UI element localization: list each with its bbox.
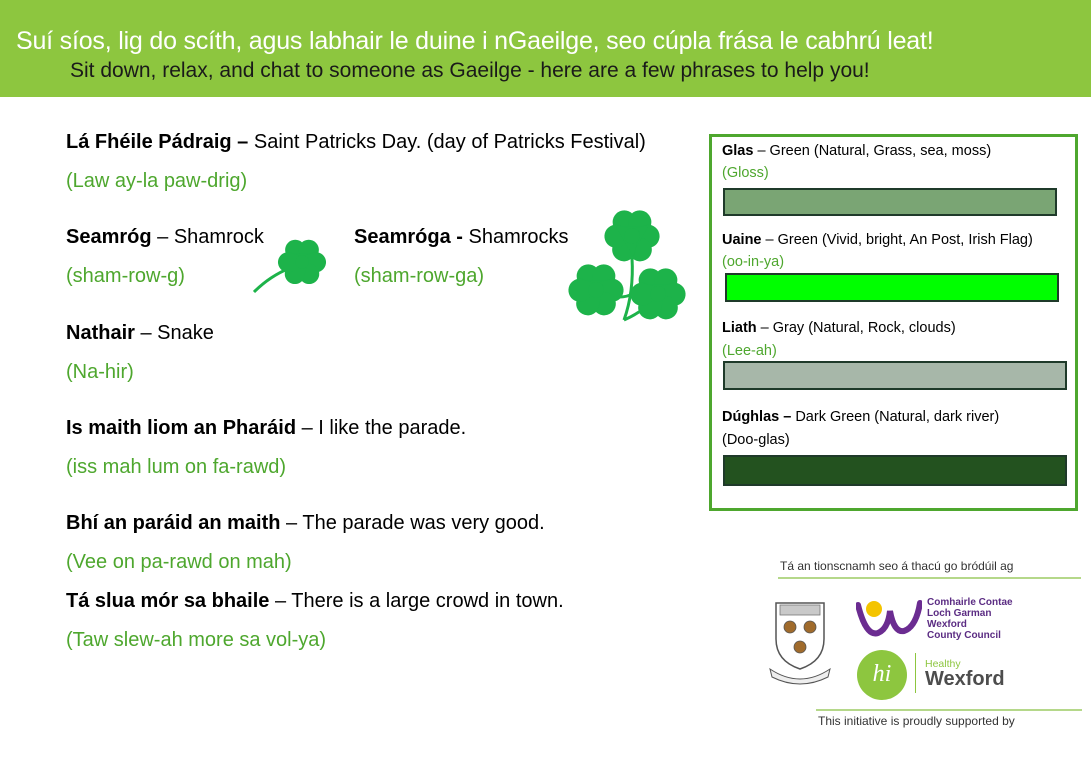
phrase-english: – The parade was very good.: [280, 512, 545, 534]
phrase-pronunciation: (Taw slew-ah more sa vol-ya): [66, 629, 327, 651]
council-line: Comhairle Contae: [927, 597, 1013, 608]
shamrock-icon: [250, 232, 332, 298]
phrase-pronunciation: (iss mah lum on fa-rawd): [66, 456, 287, 478]
colour-glas-title: [722, 143, 991, 159]
phrase-pronunciation: (sham-row-ga): [354, 265, 485, 287]
support-logos-block: [770, 553, 1082, 733]
banner-english-text: Sit down, relax, and chat to someone as Gaeilge - here are a few phrases to help you!: [70, 59, 870, 82]
wexford-crest-logo: [764, 599, 836, 685]
phrase-snake: [66, 322, 214, 345]
colour-dughlas-title: [722, 409, 999, 425]
hi-logo-text: hi: [872, 661, 892, 687]
colour-english: – Green (Vivid, bright, An Post, Irish Flag): [761, 232, 1033, 248]
phrase-parade-good: [66, 512, 545, 535]
phrase-shamrocks: [354, 226, 569, 249]
header-banner: [0, 0, 1091, 97]
colour-irish: Glas: [722, 143, 754, 159]
phrase-shamrock: [66, 226, 264, 249]
colour-swatch-glas: [723, 188, 1057, 216]
logo-divider: [915, 653, 916, 693]
phrase-english: – There is a large crowd in town.: [269, 590, 564, 612]
colour-liath-title: [722, 320, 956, 336]
phrase-english: – I like the parade.: [296, 417, 467, 439]
phrase-irish: Lá Fhéile Pádraig –: [66, 131, 249, 153]
colour-irish: Uaine: [722, 232, 762, 248]
colour-irish: Liath: [722, 320, 757, 336]
colour-english: – Green (Natural, Grass, sea, moss): [753, 143, 992, 159]
colour-english: Dark Green (Natural, dark river): [791, 409, 1000, 425]
council-line: County Council: [927, 630, 1001, 641]
colour-pronunciation: (oo-in-ya): [722, 254, 785, 270]
healthy-ireland-logo: [856, 649, 910, 701]
council-name: [927, 597, 1013, 641]
council-line: Wexford: [927, 619, 967, 630]
healthy-label: Healthy: [925, 658, 961, 670]
phrase-pronunciation: (Vee on pa-rawd on mah): [66, 551, 292, 573]
phrase-large-crowd: [66, 590, 564, 613]
phrase-irish: Tá slua mór sa bhaile: [66, 590, 270, 612]
colour-pronunciation: (Gloss): [722, 165, 769, 181]
colours-panel: [709, 134, 1078, 511]
phrase-irish: Is maith liom an Pharáid: [66, 417, 297, 439]
colour-swatch-liath: [723, 361, 1067, 390]
phrase-irish: Seamróga -: [354, 226, 463, 248]
wexford-label: Wexford: [925, 668, 1005, 690]
phrase-pronunciation: (Na-hir): [66, 361, 134, 383]
phrase-english: – Shamrock: [151, 226, 264, 248]
phrase-pronunciation: (sham-row-g): [66, 265, 185, 287]
divider: [816, 709, 1082, 711]
support-text-irish: Tá an tionscnamh seo á thacú go bródúil ag: [780, 559, 1014, 573]
council-line: Loch Garman: [927, 608, 992, 619]
colour-pronunciation: (Lee-ah): [722, 343, 777, 359]
wexford-county-council-logo: [856, 597, 922, 639]
banner-irish-text: Suí síos, lig do scíth, agus labhair le duine i nGaeilge, seo cúpla frása le cabhrú leat!: [16, 27, 934, 55]
shamrocks-icon: [562, 202, 694, 338]
phrase-english: – Snake: [134, 322, 214, 344]
phrase-english: Shamrocks: [462, 226, 569, 248]
divider: [778, 577, 1081, 579]
colour-pronunciation: (Doo-glas): [722, 432, 790, 448]
phrase-english: Saint Patricks Day. (day of Patricks Festival): [248, 131, 646, 153]
colour-swatch-uaine: [725, 273, 1059, 302]
colour-uaine-title: [722, 232, 1033, 248]
support-text-english: This initiative is proudly supported by: [818, 714, 1015, 728]
phrase-irish: Nathair: [66, 322, 135, 344]
colour-swatch-dughlas: [723, 455, 1067, 486]
colour-english: – Gray (Natural, Rock, clouds): [756, 320, 956, 336]
colour-irish: Dúghlas –: [722, 409, 792, 425]
phrase-pronunciation: (Law ay-la paw-drig): [66, 170, 248, 192]
phrase-irish: Bhí an paráid an maith: [66, 512, 281, 534]
phrase-i-like-parade: [66, 417, 466, 440]
phrase-st-patricks-day: [66, 131, 646, 154]
phrase-irish: Seamróg: [66, 226, 152, 248]
